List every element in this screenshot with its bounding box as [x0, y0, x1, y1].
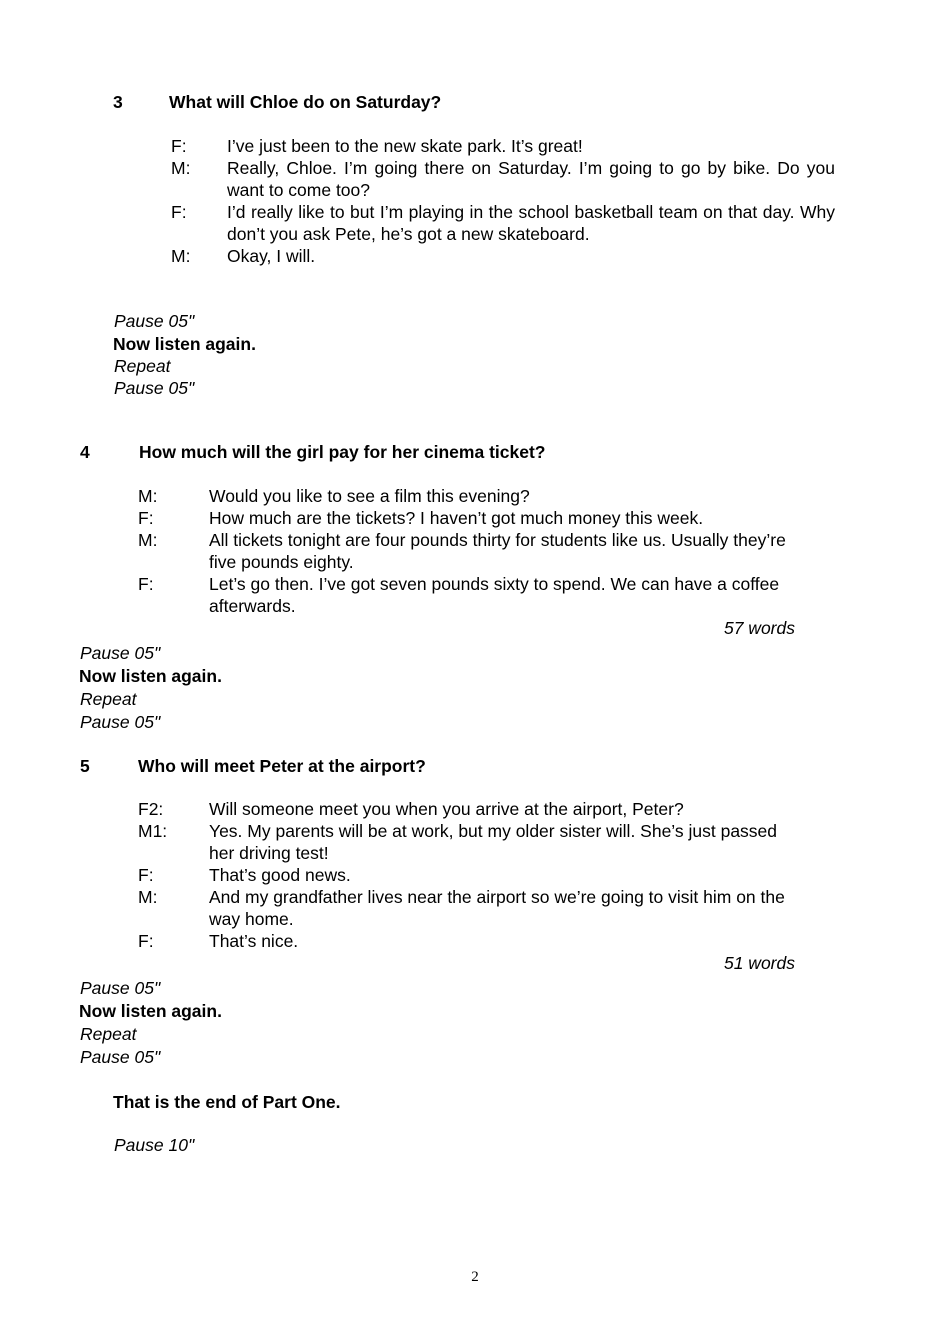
dialogue-text: That’s good news.	[209, 865, 351, 885]
dialogue-line	[138, 529, 798, 573]
dialogue-line	[138, 507, 798, 529]
pause-instruction: Pause 05"	[80, 643, 161, 663]
question-number: 5	[80, 756, 90, 776]
dialogue-line	[138, 485, 798, 507]
speaker-label: F:	[138, 508, 154, 528]
word-count: 57 words	[723, 618, 795, 638]
speaker-label: M:	[171, 158, 191, 178]
question-number: 3	[113, 92, 123, 112]
dialogue-line	[171, 201, 835, 245]
speaker-label: F:	[171, 136, 187, 156]
dialogue-text: Will someone meet you when you arrive at the airport, Peter?	[209, 799, 684, 819]
listen-again-instruction: Now listen again.	[113, 334, 256, 354]
dialogue-text: Would you like to see a film this evening?	[209, 486, 530, 506]
question-number: 4	[80, 442, 90, 462]
pause-instruction: Pause 05"	[80, 712, 161, 732]
question-title: Who will meet Peter at the airport?	[138, 756, 426, 776]
dialogue-text: Really, Chloe. I’m going there on Saturday. I’m going to go by bike. Do you want to come too?	[227, 158, 835, 200]
speaker-label: M:	[138, 887, 158, 907]
question-title: How much will the girl pay for her cinema ticket?	[139, 442, 546, 462]
speaker-label: F:	[138, 931, 154, 951]
speaker-label: M:	[138, 486, 158, 506]
dialogue-text: Yes. My parents will be at work, but my older sister will. She’s just passed her driving test!	[209, 821, 778, 863]
repeat-instruction: Repeat	[80, 689, 137, 709]
dialogue-line	[138, 886, 798, 930]
pause-instruction: Pause 05"	[80, 1047, 161, 1067]
dialogue-text: All tickets tonight are four pounds thirty for students like us. Usually they’re five pounds eighty.	[209, 530, 786, 572]
speaker-label: F:	[138, 865, 154, 885]
repeat-instruction: Repeat	[114, 356, 171, 376]
listen-again-instruction: Now listen again.	[79, 1001, 222, 1021]
question-title: What will Chloe do on Saturday?	[169, 92, 442, 112]
page-number: 2	[471, 1269, 479, 1285]
dialogue-line	[138, 930, 798, 952]
dialogue-text: Let’s go then. I’ve got seven pounds sixty to spend. We can have a coffee afterwards.	[209, 574, 780, 616]
end-of-part-text: That is the end of Part One.	[113, 1092, 341, 1112]
dialogue-line	[171, 157, 835, 201]
dialogue-text: And my grandfather lives near the airport so we’re going to visit him on the way home.	[209, 887, 785, 929]
dialogue-line	[138, 820, 798, 864]
listen-again-instruction: Now listen again.	[79, 666, 222, 686]
pause-instruction: Pause 05"	[114, 311, 195, 331]
dialogue-line	[138, 798, 798, 820]
dialogue-text: How much are the tickets? I haven’t got much money this week.	[209, 508, 704, 528]
dialogue-line	[138, 573, 798, 617]
speaker-label: M:	[171, 246, 191, 266]
dialogue-text: That’s nice.	[209, 931, 299, 951]
speaker-label: F:	[171, 202, 187, 222]
speaker-label: F2:	[138, 799, 164, 819]
pause-instruction: Pause 05"	[80, 978, 161, 998]
dialogue-line	[171, 135, 835, 157]
final-pause-instruction: Pause 10"	[114, 1135, 195, 1155]
dialogue-text: I’ve just been to the new skate park. It’s great!	[227, 136, 583, 156]
word-count: 51 words	[723, 953, 795, 973]
pause-instruction: Pause 05"	[114, 378, 195, 398]
repeat-instruction: Repeat	[80, 1024, 137, 1044]
dialogue-line	[138, 864, 798, 886]
dialogue-text: I’d really like to but I’m playing in the school basketball team on that day. Why don’t you ask Pete, he’s got a new skateboard.	[227, 202, 835, 244]
speaker-label: M:	[138, 530, 158, 550]
dialogue-line	[171, 245, 835, 267]
speaker-label: F:	[138, 574, 154, 594]
dialogue-text: Okay, I will.	[227, 246, 316, 266]
speaker-label: M1:	[138, 821, 168, 841]
